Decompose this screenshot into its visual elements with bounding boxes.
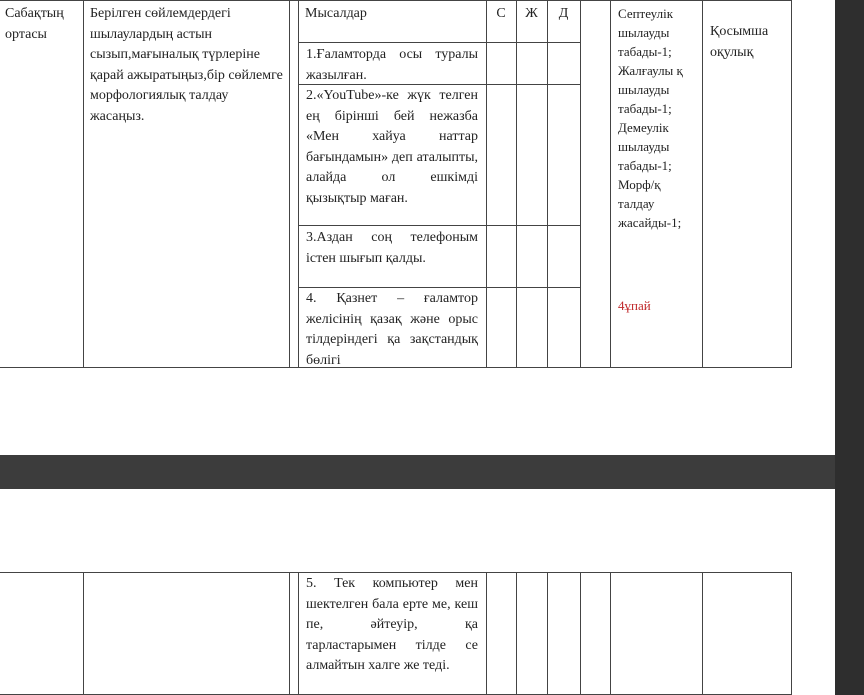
col-divider <box>702 0 703 368</box>
col-divider <box>547 572 548 695</box>
col-divider <box>486 572 487 695</box>
col-divider <box>580 0 581 368</box>
page-gap <box>0 455 864 489</box>
col-divider <box>486 0 487 368</box>
col-divider <box>610 0 611 368</box>
header-d: Д <box>558 6 569 21</box>
example-2: 2.«YouTube»-ке жүк телген ең бірінші бей нежазба «Мен хайуа наттар бағындамын» деп аталыпты, алайда ол ешкімді қызықтыр маған. <box>306 88 478 206</box>
col-divider <box>289 0 290 368</box>
col-divider <box>298 0 299 368</box>
col-divider <box>289 572 290 695</box>
table-top-border <box>0 572 792 573</box>
row-divider <box>298 287 581 288</box>
assessment-criteria: Септеулік шылауды табады-1; Жалғаулы қ шылауды табады-1; Демеулік шылауды табады-1; Морф/қ талдау жасайды-1; <box>618 6 683 230</box>
col-divider <box>516 0 517 368</box>
col-divider <box>580 572 581 695</box>
header-c: С <box>496 6 506 21</box>
document-page-2 <box>0 489 835 695</box>
row-divider <box>298 42 581 43</box>
examples-header: Мысалдар <box>305 6 367 21</box>
row-divider <box>298 225 581 226</box>
header-zh: Ж <box>525 6 538 21</box>
col-divider <box>791 0 792 368</box>
example-1: 1.Ғаламторда осы туралы жазылған. <box>306 47 478 83</box>
task-cell: Берілген сөйлемдердегі шылаулардың астын сызып,мағыналық түрлеріне қарай ажыратыңыз,бір сөйлемге морфологиялық талдау жасаңыз. <box>90 6 283 124</box>
table-top-border <box>0 0 792 1</box>
extra-resources-cell: Қосымша оқулық <box>710 24 769 60</box>
lesson-stage-cell: Сабақтың ортасы <box>5 6 64 42</box>
col-divider <box>791 572 792 695</box>
col-divider <box>547 0 548 368</box>
viewer-background <box>835 0 864 695</box>
example-5: 5. Тек компьютер мен шектелген бала ерте ме, кеш пе, әйтеуір, қа тарластарымен тілде се алмайтын халге же теді. <box>306 576 478 673</box>
example-4: 4. Қазнет – ғаламтор желісінің қазақ және орыс тілдеріндегі қа зақстандық бөлігі <box>306 291 478 368</box>
col-divider <box>298 572 299 695</box>
col-divider <box>516 572 517 695</box>
col-divider <box>702 572 703 695</box>
col-divider <box>610 572 611 695</box>
col-divider <box>83 572 84 695</box>
example-3: 3.Аздан соң телефоным істен шығып қалды. <box>306 230 478 266</box>
col-divider <box>83 0 84 368</box>
score-label: 4ұпай <box>618 298 651 313</box>
